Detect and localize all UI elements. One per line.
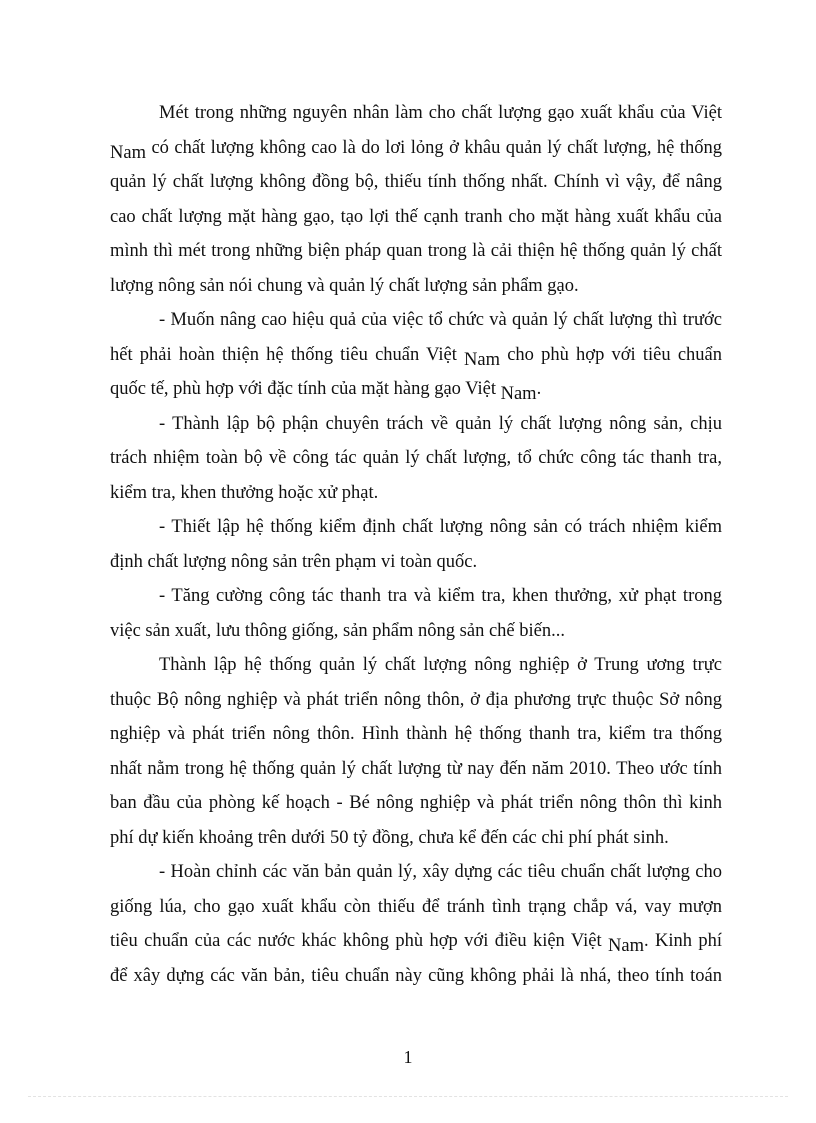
text-line: cao chất lượng mặt hàng gạo, tạo lợi thế cạnh tranh cho mặt hàng xuất khẩu của xyxy=(110,206,722,227)
text-line: kiểm tra, khen thưởng hoặc xử phạt. xyxy=(110,482,379,503)
text-line: mình thì mét trong những biện pháp quan trong là cải thiện hệ thống quản lý chất xyxy=(110,241,722,261)
text-line: giống lúa, cho gạo xuất khẩu còn thiếu để tránh tình trạng chắp vá, vay mượn xyxy=(110,896,722,917)
text-line: lượng nông sản nói chung và quản lý chất lượng sản phẩm gạo. xyxy=(110,275,579,296)
page-number: 1 xyxy=(403,1047,413,1067)
text-line: việc sản xuất, lưu thông giống, sản phẩm nông sản chế biến... xyxy=(110,620,565,641)
text-line: - Thành lập bộ phận chuyên trách về quản lý chất lượng nông sản, chịu xyxy=(159,413,722,434)
text-line: - Muốn nâng cao hiệu quả của việc tổ chức và quản lý chất lượng thì trước xyxy=(159,310,722,330)
text-line: ban đầu của phòng kế hoạch - Bé nông nghiệp và phát triển nông thôn thì kinh xyxy=(110,793,722,813)
text-line: nghiệp và phát triển nông thôn. Hình thành hệ thống thanh tra, kiểm tra thống xyxy=(110,724,722,744)
text-line: định chất lượng nông sản trên phạm vi toàn quốc. xyxy=(110,551,478,572)
text-line: nhất nằm trong hệ thống quản lý chất lượng từ nay đến năm 2010. Theo ước tính xyxy=(110,758,722,779)
text-line: Nam có chất lượng không cao là do lơi lỏng ở khâu quản lý chất lượng, hệ thống xyxy=(110,137,722,163)
text-line: thuộc Bộ nông nghiệp và phát triển nông thôn, ở địa phương trực thuộc Sở nông xyxy=(110,689,722,710)
text-line: trách nhiệm toàn bộ về công tác quản lý chất lượng, tổ chức công tác thanh tra, xyxy=(110,448,722,468)
text-line: quốc tế, phù hợp với đặc tính của mặt hàng gạo Việt Nam. xyxy=(110,379,542,404)
document-body xyxy=(110,96,722,993)
footer-divider xyxy=(28,1096,788,1097)
text-line: Thành lập hệ thống quản lý chất lượng nông nghiệp ở Trung ương trực xyxy=(159,655,722,675)
text-line: tiêu chuẩn của các nước khác không phù hợp với điều kiện Việt Nam. Kinh phí xyxy=(110,931,723,956)
text-line: phí dự kiến khoảng trên dưới 50 tỷ đồng, chưa kể đến các chi phí phát sinh. xyxy=(110,827,669,848)
text-line: - Thiết lập hệ thống kiểm định chất lượng nông sản có trách nhiệm kiểm xyxy=(159,517,722,537)
text-line: quản lý chất lượng không đồng bộ, thiếu tính thống nhất. Chính vì vậy, để nâng xyxy=(110,172,722,192)
text-line: để xây dựng các văn bản, tiêu chuẩn này cũng không phải là nhá, theo tính toán xyxy=(110,965,722,986)
text-line: - Tăng cường công tác thanh tra và kiểm tra, khen thưởng, xử phạt trong xyxy=(159,586,722,606)
text-line: hết phải hoàn thiện hệ thống tiêu chuẩn Việt Nam cho phù hợp với tiêu chuẩn xyxy=(110,344,722,370)
text-line: Mét trong những nguyên nhân làm cho chất lượng gạo xuất khẩu của Việt xyxy=(159,103,722,123)
text-line: - Hoàn chỉnh các văn bản quản lý, xây dựng các tiêu chuẩn chất lượng cho xyxy=(159,862,722,882)
